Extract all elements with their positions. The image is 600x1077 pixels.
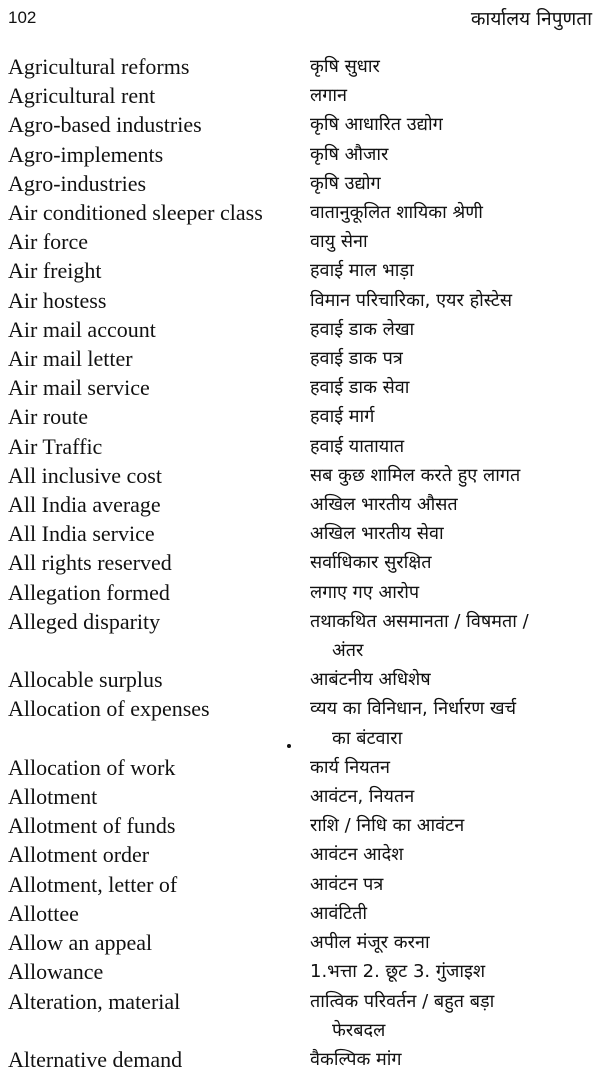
english-term: Air hostess — [8, 287, 107, 313]
hindi-meaning-line: कृषि सुधार — [310, 56, 380, 77]
english-term: All inclusive cost — [8, 462, 162, 488]
page-number: 102 — [8, 8, 37, 27]
hindi-meaning-line: कृषि आधारित उद्योग — [310, 114, 443, 136]
stray-dot-mark — [287, 744, 291, 748]
english-term: Alternative demand — [8, 1046, 183, 1072]
hindi-meaning-line: हवाई डाक पत्र — [310, 348, 403, 370]
glossary-entry — [0, 753, 600, 782]
glossary-entry — [0, 899, 600, 928]
glossary-entry — [0, 461, 600, 490]
glossary-entry — [0, 110, 600, 139]
glossary-entry — [0, 811, 600, 840]
hindi-meaning-line: हवाई मार्ग — [310, 406, 375, 428]
hindi-meaning-line: सर्वाधिकार सुरक्षित — [310, 552, 432, 574]
hindi-meaning-line: वातानुकूलित शायिका श्रेणी — [310, 202, 483, 224]
page-header — [0, 0, 600, 40]
hindi-meaning-line: आवंटिती — [310, 902, 368, 924]
glossary-entry — [0, 432, 600, 461]
hindi-meaning-line: वैकल्पिक मांग — [310, 1048, 402, 1070]
hindi-meaning — [305, 373, 600, 402]
hindi-meaning-line: अंतर — [332, 640, 364, 662]
hindi-meaning — [305, 52, 600, 81]
hindi-meaning-line: अखिल भारतीय औसत — [310, 494, 458, 516]
glossary-entry — [0, 140, 600, 169]
english-term: Air mail service — [8, 375, 150, 401]
hindi-meaning — [305, 169, 600, 198]
glossary-entry — [0, 402, 600, 431]
glossary-entry — [0, 227, 600, 256]
glossary-entry — [0, 987, 600, 1045]
glossary-entry — [0, 840, 600, 869]
hindi-meaning — [305, 928, 600, 957]
glossary-entry — [0, 344, 600, 373]
glossary-entry — [0, 1045, 600, 1074]
english-term: Air freight — [8, 258, 102, 284]
hindi-meaning — [305, 782, 600, 811]
hindi-meaning-line: हवाई यातायात — [310, 435, 405, 457]
hindi-meaning-line: अखिल भारतीय सेवा — [310, 523, 444, 545]
english-term: All rights reserved — [8, 550, 172, 576]
glossary-entry — [0, 373, 600, 402]
english-term: Agro-industries — [8, 170, 147, 196]
english-term: Allocation of expenses — [8, 696, 210, 722]
hindi-meaning — [305, 432, 600, 461]
hindi-meaning — [305, 987, 600, 1045]
hindi-meaning-line: राशि / निधि का आवंटन — [310, 815, 465, 837]
hindi-meaning — [305, 315, 600, 344]
english-term: Allow an appeal — [8, 930, 153, 956]
english-term: Allotment — [8, 784, 98, 810]
hindi-meaning — [305, 81, 600, 110]
glossary-entry — [0, 81, 600, 110]
english-term: Air conditioned sleeper class — [8, 200, 263, 226]
glossary-entry — [0, 870, 600, 899]
hindi-meaning-line: आवंटन पत्र — [310, 873, 384, 895]
hindi-meaning-line: हवाई डाक लेखा — [310, 318, 415, 340]
english-term: Agro-implements — [8, 141, 164, 167]
hindi-meaning-line: आवंटन, नियतन — [310, 786, 415, 808]
english-term: Air force — [8, 229, 89, 255]
hindi-meaning — [305, 198, 600, 227]
hindi-meaning-line: सब कुछ शामिल करते हुए लागत — [310, 464, 521, 486]
english-term: Air mail account — [8, 316, 156, 342]
hindi-meaning-line: लगाए गए आरोप — [310, 581, 420, 603]
hindi-meaning-line: आवंटन आदेश — [310, 844, 404, 866]
glossary-entry — [0, 286, 600, 315]
running-title: कार्यालय निपुणता — [470, 8, 592, 30]
english-term: Air Traffic — [8, 433, 103, 459]
glossary-entry — [0, 607, 600, 665]
english-term: Allowance — [8, 959, 104, 985]
glossary-entry — [0, 519, 600, 548]
hindi-meaning — [305, 899, 600, 928]
english-term: Agricultural reforms — [8, 54, 190, 79]
hindi-meaning-line: फेरबदल — [332, 1019, 386, 1041]
glossary-entry — [0, 52, 600, 81]
english-term: Allotment, letter of — [8, 871, 178, 897]
glossary-list — [0, 52, 600, 1074]
hindi-meaning-line: वायु सेना — [310, 231, 368, 253]
glossary-entry — [0, 957, 600, 986]
hindi-meaning — [305, 607, 600, 665]
hindi-meaning — [305, 811, 600, 840]
hindi-meaning — [305, 578, 600, 607]
hindi-meaning — [305, 227, 600, 256]
hindi-meaning — [305, 140, 600, 169]
hindi-meaning-line: आबंटनीय अधिशेष — [310, 669, 431, 691]
hindi-meaning-line: विमान परिचारिका, एयर होस्टेस — [310, 289, 513, 311]
hindi-meaning-line: अपील मंजूर करना — [310, 932, 430, 954]
hindi-meaning — [305, 461, 600, 490]
english-term: All India average — [8, 492, 161, 518]
hindi-meaning-line: हवाई माल भाड़ा — [310, 260, 414, 282]
english-term: Allocation of work — [8, 754, 176, 780]
hindi-meaning-line: कृषि औजार — [310, 143, 389, 165]
english-term: All India service — [8, 521, 155, 547]
hindi-meaning-line: का बंटवारा — [332, 727, 403, 749]
english-term: Alleged disparity — [8, 608, 161, 634]
glossary-entry — [0, 782, 600, 811]
english-term: Agricultural rent — [8, 83, 156, 109]
hindi-meaning — [305, 840, 600, 869]
hindi-meaning — [305, 665, 600, 694]
hindi-meaning — [305, 490, 600, 519]
hindi-meaning — [305, 548, 600, 577]
english-term: Allocable surplus — [8, 667, 163, 693]
hindi-meaning — [305, 957, 600, 986]
hindi-meaning-line: कार्य नियतन — [310, 756, 390, 778]
english-term: Air route — [8, 404, 89, 430]
hindi-meaning — [305, 402, 600, 431]
hindi-meaning-line: कृषि उद्योग — [310, 172, 381, 194]
glossary-entry — [0, 578, 600, 607]
glossary-entry — [0, 548, 600, 577]
hindi-meaning — [305, 870, 600, 899]
hindi-meaning — [305, 1045, 600, 1074]
glossary-entry — [0, 315, 600, 344]
hindi-meaning — [305, 694, 600, 752]
hindi-meaning-line: तथाकथित असमानता / विषमता / — [310, 610, 529, 632]
glossary-entry — [0, 694, 600, 752]
hindi-meaning — [305, 286, 600, 315]
hindi-meaning — [305, 753, 600, 782]
english-term: Agro-based industries — [8, 112, 202, 138]
glossary-entry — [0, 169, 600, 198]
hindi-meaning — [305, 344, 600, 373]
hindi-meaning-line: व्यय का विनिधान, निर्धारण खर्च — [310, 698, 517, 720]
hindi-meaning-line: 1.भत्ता 2. छूट 3. गुंजाइश — [310, 961, 486, 983]
english-term: Allegation formed — [8, 579, 170, 605]
glossary-entry — [0, 198, 600, 227]
hindi-meaning — [305, 110, 600, 139]
english-term: Allottee — [8, 900, 79, 926]
glossary-entry — [0, 490, 600, 519]
glossary-entry — [0, 256, 600, 285]
english-term: Air mail letter — [8, 346, 133, 372]
english-term: Allotment of funds — [8, 813, 176, 839]
hindi-meaning-line: तात्विक परिवर्तन / बहुत बड़ा — [310, 990, 495, 1012]
glossary-entry — [0, 665, 600, 694]
glossary-entry — [0, 928, 600, 957]
hindi-meaning — [305, 256, 600, 285]
hindi-meaning-line: लगान — [310, 85, 347, 107]
english-term: Allotment order — [8, 842, 150, 868]
hindi-meaning-line: हवाई डाक सेवा — [310, 377, 410, 399]
english-term: Alteration, material — [8, 988, 181, 1014]
hindi-meaning — [305, 519, 600, 548]
